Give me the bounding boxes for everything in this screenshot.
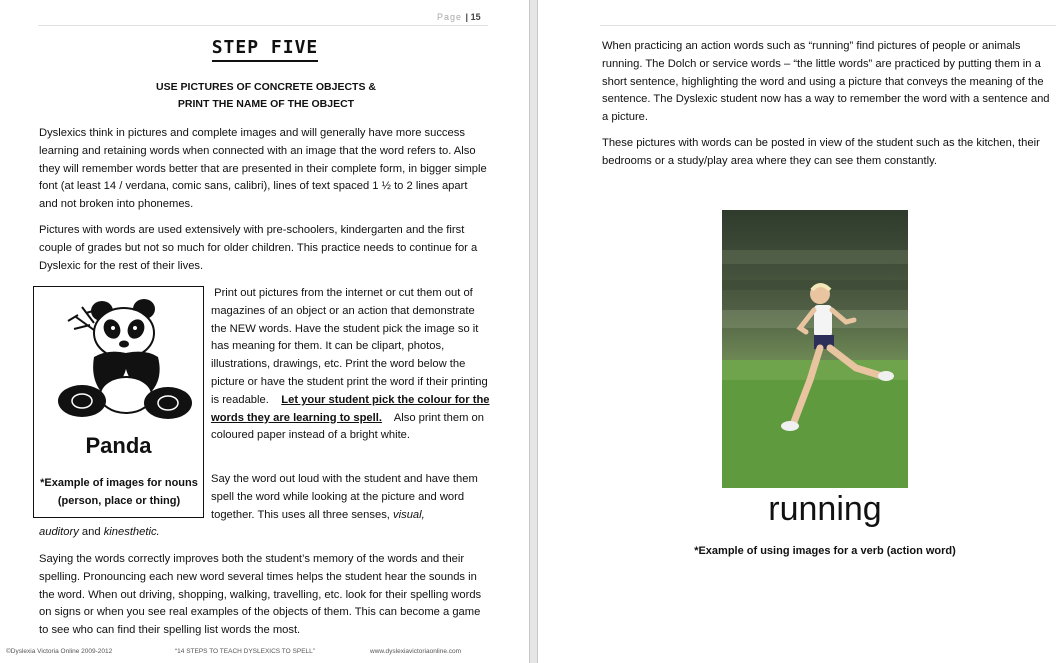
runner-photo: [722, 210, 908, 488]
step-title: STEP FIVE: [180, 37, 350, 58]
panda-icon: [34, 289, 203, 429]
footer-title: “14 STEPS TO TEACH DYSLEXICS TO SPELL”: [175, 648, 315, 655]
paragraph-2: These pictures with words can be posted in view of the student such as the kitchen, their bedrooms or a study/play area where they can see them constantly.: [602, 137, 1040, 167]
running-caption: *Example of using images for a verb (action word): [694, 545, 956, 557]
right-page: [538, 0, 1056, 663]
running-label: running: [768, 490, 882, 528]
header-rule: [38, 25, 488, 26]
panda-label: Panda: [85, 433, 152, 458]
header-rule: [600, 25, 1056, 26]
panda-caption: *Example of images for nouns (person, place or thing): [40, 477, 198, 507]
paragraph-1: When practicing an action words such as “running” find pictures of people or animals running. The Dolch or service words – “the little words” are practiced by putting them in a short sentence, highlighting the word and using a picture that conveys the meaning of the sentence. The Dyslexic student now has a way to remember the word with a sentence and a picture.: [602, 40, 1050, 124]
paragraph-5: Saying the words correctly improves both the student’s memory of the words and their spelling. Pronouncing each new word several times helps the student hear the sounds in the word. When out driving, shopping, walking, travelling, etc. look for their spelling words on signs or when you see real examples of the objects of them. This can become a game to see who can find their spelling list words the most.: [39, 553, 482, 637]
panda-figure: [33, 286, 204, 518]
footer-copyright: ©Dyslexia Victoria Online 2009-2012: [6, 648, 113, 655]
paragraph-4-cont: auditory and kinesthetic.: [39, 526, 160, 538]
page-number: Page | 15: [437, 12, 481, 22]
paragraph-1: Dyslexics think in pictures and complete images and will generally have more success learning and retaining words when connected with an image that the word refers to. Also they will remember words better that are presented in their complete form, in bigger simple font (at least 14 / verdana, comic sans, calibri), lines of text spaced 1 ½ to 2 lines apart and not broken into phonemes.: [39, 127, 487, 211]
footer-url: www.dyslexiavictoriaonline.com: [370, 648, 462, 655]
paragraph-2: Pictures with words are used extensively with pre-schoolers, kindergarten and the first couple of grades but not so much for older children. This practice needs to continue for a Dyslexic for the rest of their lives.: [39, 224, 478, 272]
paragraph-4: Say the word out loud with the student and have them spell the word while looking at the picture and word together. This uses all three senses, visual,: [211, 473, 478, 521]
paragraph-3: Print out pictures from the internet or cut them out of magazines of an object or an action that demonstrate the NEW words. Have the student pick the image so it has meaning for them. It can be clipart, photos, illustrations, drawings, etc. Print the word below the picture or have the student print the word if their printing is readable. Let your student pick the colour for the words they are learning to spell. Also print them on coloured paper instead of a bright white.: [211, 287, 490, 442]
subtitle: USE PICTURES OF CONCRETE OBJECTS & PRINT THE NAME OF THE OBJECT: [156, 81, 376, 110]
page-divider: [529, 0, 538, 663]
